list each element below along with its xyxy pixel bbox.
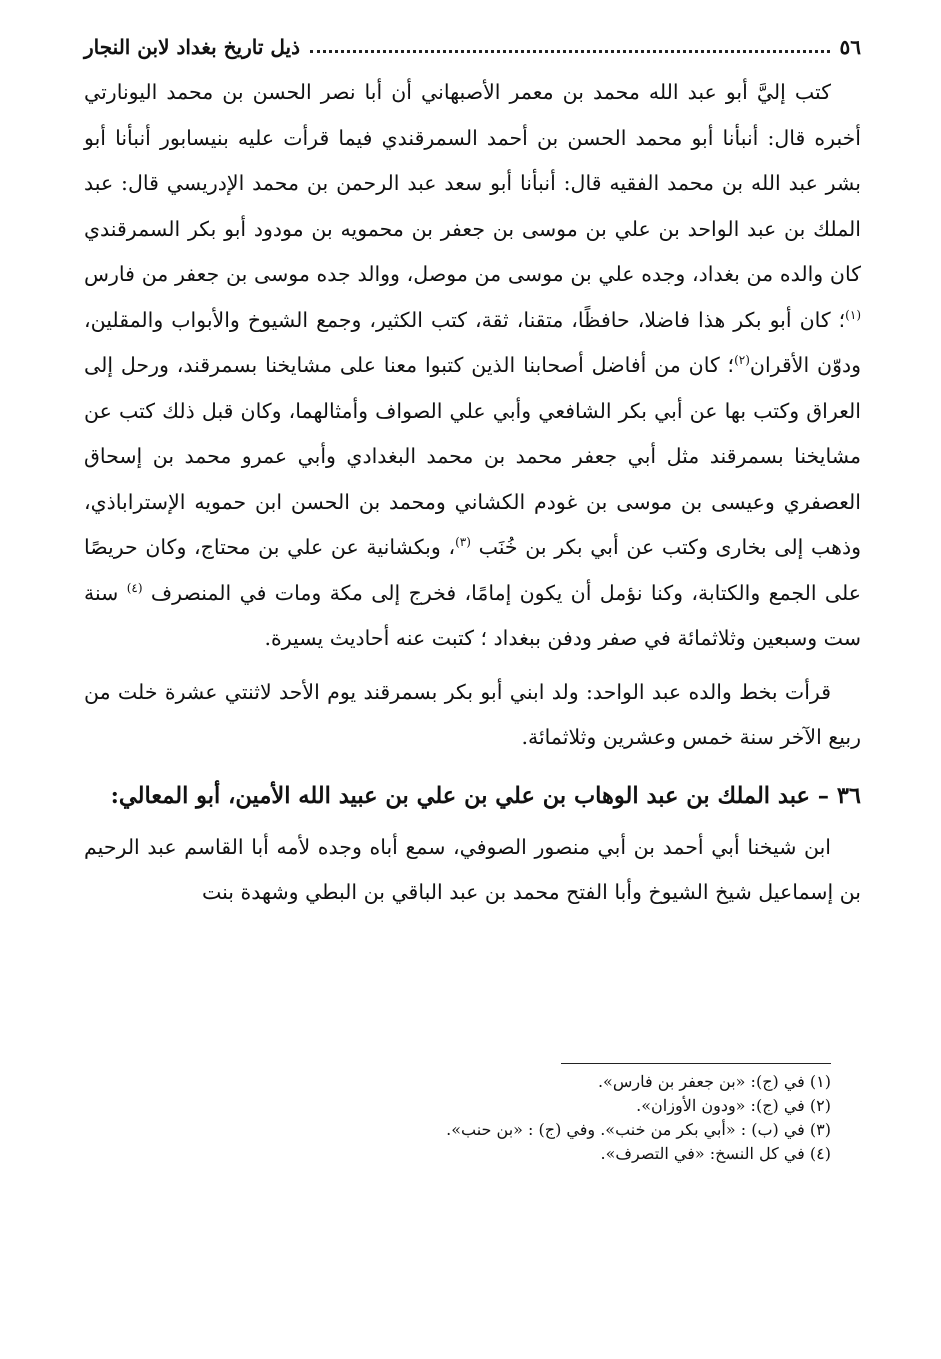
entry-heading: ٣٦ – عبد الملك بن عبد الوهاب بن علي بن علي بن عبيد الله الأمين، أبو المعالي: <box>110 782 861 809</box>
footnote-ref-4: (٤) <box>126 580 143 595</box>
page-number: ٥٦ <box>839 35 861 59</box>
paragraph-1 <box>84 70 861 662</box>
paragraph-2: قرأت بخط والده عبد الواحد: ولد ابني أبو بكر بسمرقند يوم الأحد لاثنتي عشرة خلت من ربيع الآخر سنة خمس وعشرين وثلاثمائة. <box>84 679 861 749</box>
footnote-2: (٢) في (ج): «ودون الأوزان». <box>636 1096 831 1115</box>
paragraph-1-part-e: سنة ست وسبعين وثلاثمائة في صفر ودفن ببغداد ؛ كتبت عنه أحاديث يسيرة. <box>84 580 861 650</box>
footnote-ref-3: (٣) <box>455 535 471 550</box>
paragraph-3: ابن شيخنا أبي أحمد بن أبي منصور الصوفي، سمع أباه وجده لأمه أبا القاسم عبد الرحيم بن إسماعيل شيخ الشيوخ وأبا الفتح محمد بن عبد الباقي بن البطي وشهدة بنت <box>84 834 861 904</box>
footnote-ref-2: (٢) <box>734 353 750 368</box>
dotted-leader <box>310 50 830 53</box>
paragraph-1-part-c: ؛ كان من أفاضل أصحابنا الذين كتبوا معنا على مشايخنا بسمرقند، ورحل إلى العراق وكتب بها عن أبي بكر الشافعي وأبي علي الصواف وأمثالهما، وكان قبل ذلك كتب عن مشايخنا بسمرقند مثل أبي جعفر محمد بن محمد البغدادي وأبي عمرو محمد بن إسحاق العصفري وعيسى بن موسى بن غودم الكشاني ومحمد بن الحسن ابن حمويه الإستراباذي، وذهب إلى بخارى وكتب عن أبي بكر بن خُنَب <box>84 353 861 559</box>
footnote-1: (١) في (ج): «بن جعفر بن فارس». <box>597 1072 831 1091</box>
running-title: ذيل تاريخ بغداد لابن النجار <box>84 35 300 59</box>
footnote-ref-1: (١) <box>845 307 861 322</box>
footnote-4: (٤) في كل النسخ: «في التصرف». <box>600 1144 831 1163</box>
paragraph-1-part-d: ، وبكشانية عن علي بن محتاج، وكان حريصًا على الجمع والكتابة، وكنا نؤمل أن يكون إمامًا، فخرج إلى مكة ومات في المنصرف <box>84 535 861 605</box>
footnote-divider <box>561 1063 831 1064</box>
footnotes <box>84 1070 831 1166</box>
page-header <box>84 30 861 64</box>
footnote-3: (٣) في (ب) : «أبي بكر من خنب». وفي (ج) : «بن حنب». <box>446 1120 831 1139</box>
main-text <box>84 70 861 916</box>
paragraph-1-part-b: ؛ كان أبو بكر هذا فاضلا، حافظًا، متقنا، ثقة، كتب الكثير، وجمع الشيوخ والأبواب والمقلين، ودوّن الأقران <box>84 307 861 377</box>
paragraph-1-part-a: كتب إليَّ أبو عبد الله محمد بن معمر الأصبهاني أن أبا نصر الحسن بن محمد اليونارتي أخبره قال: أنبأنا أبو محمد الحسن بن أحمد السمرقندي فيما قرأت عليه بنيسابور أنبأنا أبو بشر عبد الله بن محمد الفقيه قال: أنبأنا أبو سعد عبد الرحمن بن محمد الإدريسي قال: عبد الملك بن عبد الواحد بن علي بن موسى بن جعفر بن محمويه بن مودود أبو بكر السمرقندي كان والده من بغداد، وجده علي بن موسى من موصل، ووالد جده موسى بن جعفر من فارس <box>84 80 861 286</box>
